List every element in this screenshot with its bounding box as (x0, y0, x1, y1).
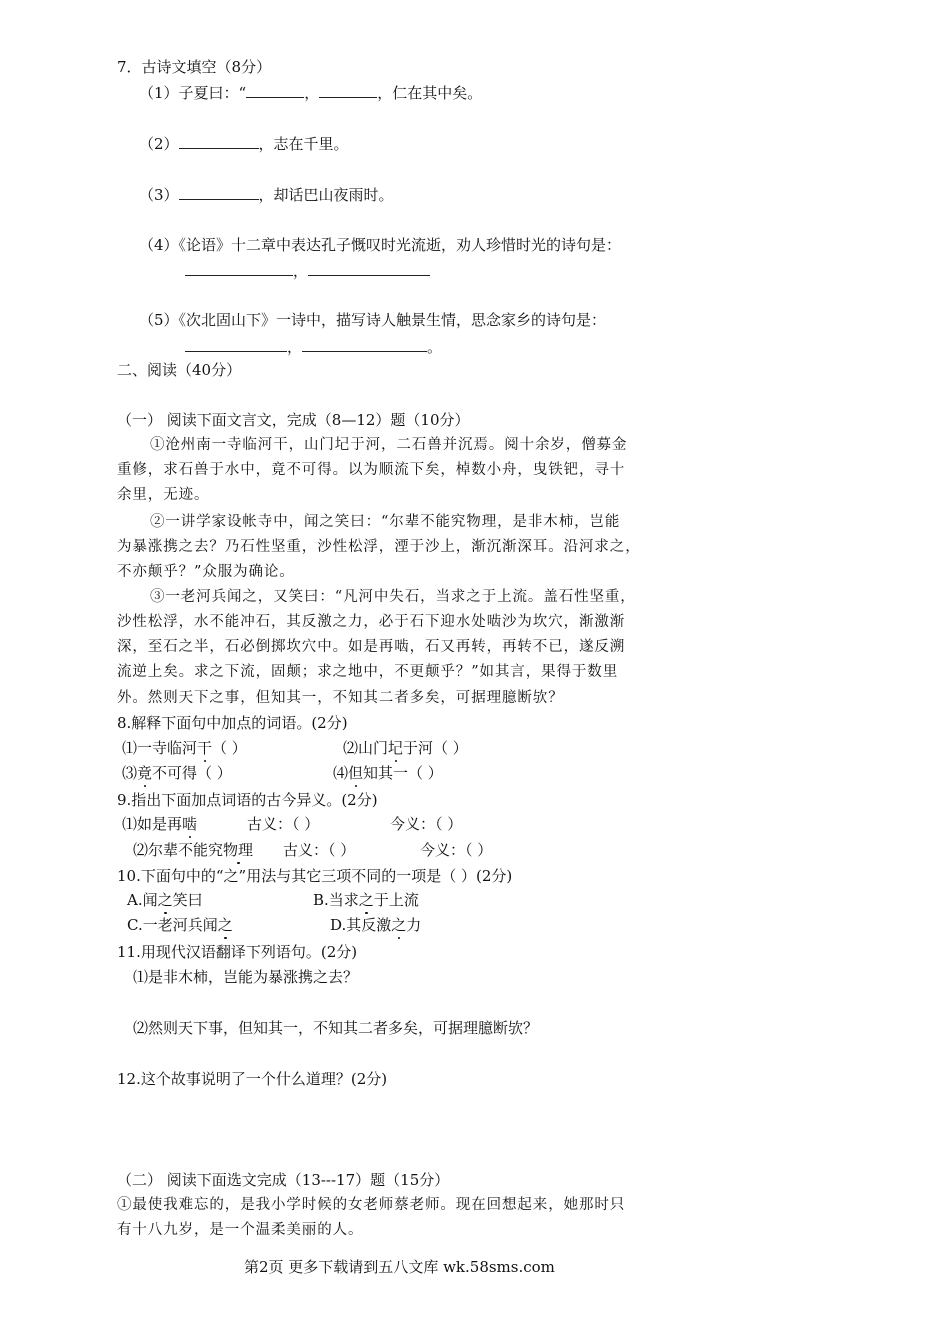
q9-title: 9.指出下面加点词语的古今异义。(2分) (117, 791, 378, 809)
passage-line: 沙性松浮，水不能冲石，其反激之力，必于石下迎水处啮沙为坎穴，渐激渐 (117, 614, 626, 630)
part-1-title: （一） 阅读下面文言文，完成（8—12）题（10分） (117, 411, 470, 429)
passage-line: ③一老河兵闻之，又笑曰：“凡河中失石，当求之于上流。盖石性坚重， (150, 589, 636, 605)
passage-line: 余里，无迹。 (117, 487, 210, 503)
q7-item-5: （5）《次北固山下》一诗中，描写诗人触景生情，思念家乡的诗句是： (139, 311, 607, 329)
q10-option-b[interactable]: B.当求之于上流 (313, 891, 419, 909)
q7-item-2: （2） ，志在千里。 (139, 135, 349, 153)
answer-blank[interactable] (185, 260, 293, 276)
q9-item-b-ancient: 古义：（ ） (283, 841, 356, 859)
passage-line: ①最使我难忘的，是我小学时候的女老师蔡老师。现在回想起来，她那时只 (117, 1197, 626, 1213)
answer-blank[interactable] (179, 184, 259, 200)
q8-item-a: ⑴一寺临河干（ ） (122, 739, 247, 757)
q9-item-a-ancient: 古义：（ ） (247, 815, 320, 833)
q10-option-d[interactable]: D.其反激之力 (330, 916, 422, 934)
page-footer: 第2页 更多下载请到五八文库 wk.58sms.com (244, 1258, 555, 1276)
q8-item-c: ⑶竟不可得（ ） (122, 764, 232, 782)
q9-item-b: ⑵尔辈不能究物理 (133, 841, 254, 859)
answer-blank[interactable] (319, 82, 377, 98)
q10-option-c[interactable]: C.一老河兵闻之 (127, 916, 233, 934)
section-2-title: 二、阅读（40分） (117, 361, 242, 379)
passage-line: 流逆上矣。求之下流，固颠；求之地中，不更颠乎？”如其言，果得于数里 (117, 664, 619, 680)
passage-line: 重修，求石兽于水中，竟不可得。以为顺流下矣，棹数小舟，曳铁钯，寻十 (117, 462, 626, 478)
answer-blank[interactable] (302, 336, 427, 352)
q7-item-4-blanks: ， (185, 260, 430, 281)
q7-item-4: （4）《论语》十二章中表达孔子慨叹时光流逝，劝人珍惜时光的诗句是： (139, 236, 622, 254)
answer-blank[interactable] (246, 82, 304, 98)
answer-blank[interactable] (185, 336, 287, 352)
passage-line: 不亦颠乎？”众服为确论。 (117, 564, 295, 580)
q10-option-a[interactable]: A.闻之笑曰 (127, 891, 203, 909)
q11-title: 11.用现代汉语翻译下列语句。(2分) (117, 943, 358, 961)
passage-line: 深，至石之半，石必倒掷坎穴中。如是再啮，石又再转，再转不已，遂反溯 (117, 639, 626, 655)
q7-item-3: （3） ，却话巴山夜雨时。 (139, 186, 394, 204)
q10-title: 10.下面句中的“之”用法与其它三项不同的一项是（ ）(2分) (117, 867, 513, 885)
part-2-title: （二） 阅读下面选文完成（13---17）题（15分） (117, 1171, 450, 1189)
answer-blank[interactable] (308, 260, 430, 276)
q8-item-b: ⑵山门圮于河（ ） (343, 739, 468, 757)
passage-line: 为暴涨携之去？乃石性坚重，沙性松浮，湮于沙上，渐沉渐深耳。沿河求之， (117, 539, 641, 555)
q7-item-1: （1）子夏曰：“ ， ，仁在其中矣。 (139, 84, 483, 102)
q9-item-a-modern: 今义：（ ） (390, 815, 463, 833)
q8-title: 8.解释下面句中加点的词语。(2分) (117, 714, 348, 732)
q9-item-a: ⑴如是再啮 (122, 815, 198, 833)
q12-title: 12.这个故事说明了一个什么道理？(2分) (117, 1070, 388, 1088)
passage-line: 外。然则天下之事，但知其一，不知其二者多矣，可据理臆断欤？ (117, 690, 564, 706)
q7-item-5-blanks: ， 。 (185, 336, 442, 357)
q9-item-b-modern: 今义：（ ） (420, 841, 493, 859)
q11-item-b: ⑵然则天下事，但知其一，不知其二者多矣，可据理臆断欤？ (133, 1019, 539, 1037)
passage-line: ①沧州南一寺临河干，山门圮于河，二石兽并沉焉。阅十余岁，僧募金 (150, 437, 628, 453)
passage-line: ②一讲学家设帐寺中，闻之笑曰：“尔辈不能究物理，是非木柿，岂能 (150, 514, 621, 530)
q8-item-d: ⑷但知其一（ ） (333, 764, 443, 782)
q7-title: 7．古诗文填空（8分） (117, 58, 272, 76)
passage-line: 有十八九岁，是一个温柔美丽的人。 (117, 1222, 364, 1238)
answer-blank[interactable] (179, 133, 259, 149)
q11-item-a: ⑴是非木柿，岂能为暴涨携之去？ (133, 968, 359, 986)
